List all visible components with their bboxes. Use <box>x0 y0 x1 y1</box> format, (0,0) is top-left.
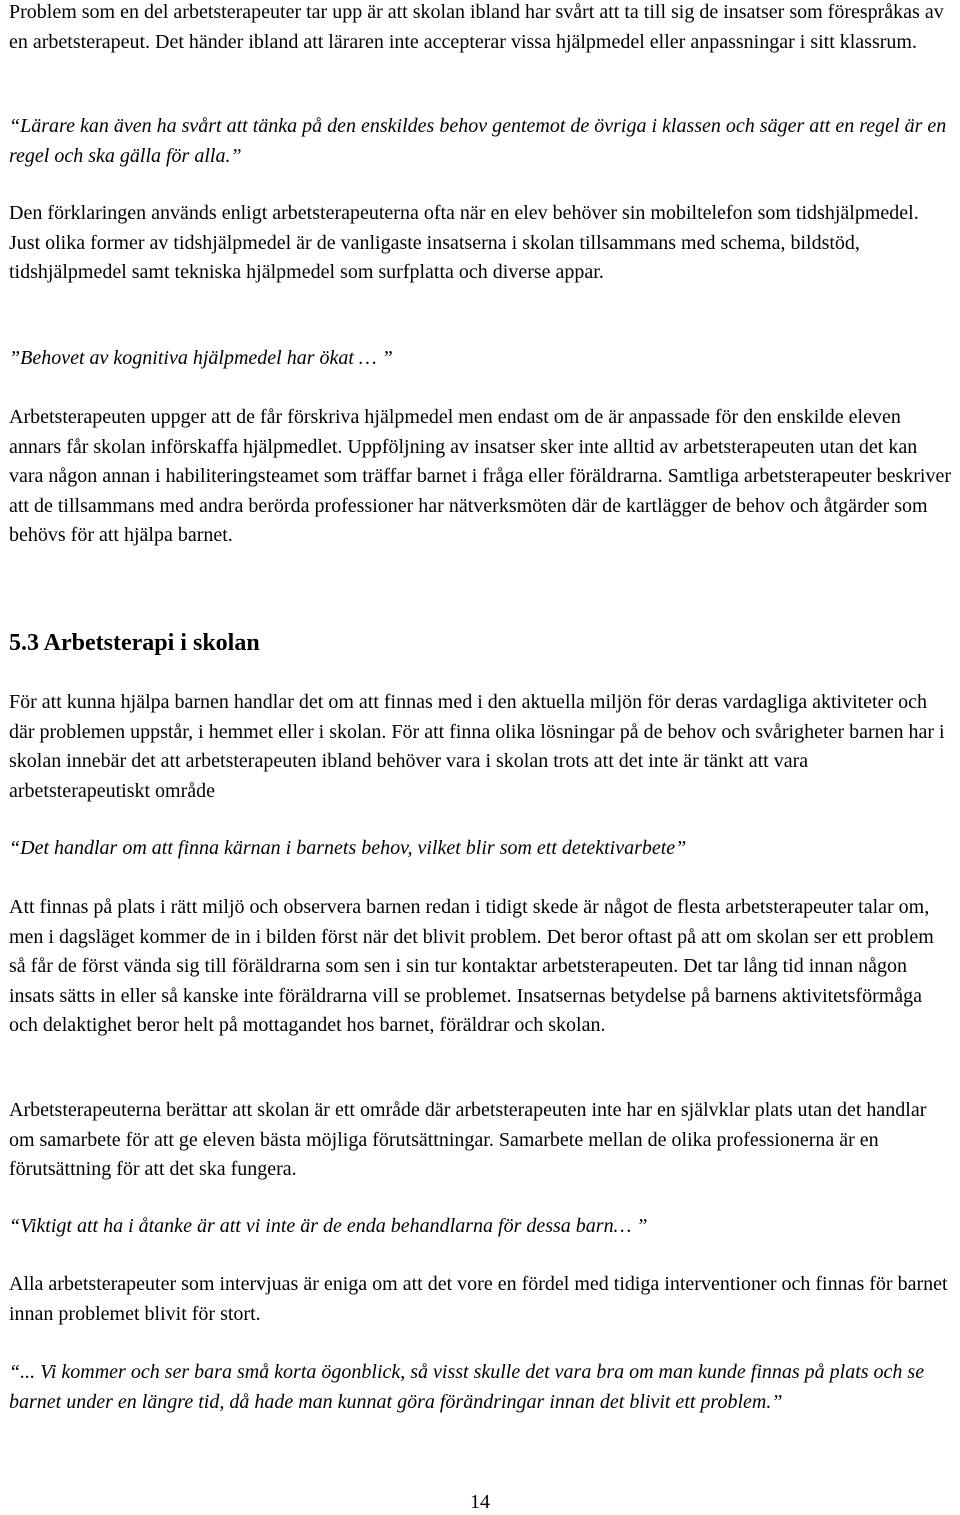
section-heading: 5.3 Arbetsterapi i skolan <box>9 630 260 656</box>
paragraph-kunna-hjalpa: För att kunna hjälpa barnen handlar det om att finnas med i den aktuella miljön för deras vardagliga aktiviteter och där problemen uppstår, i hemmet eller i skolan. För att finna olika lösningar på de behov och svårigheter barnen har i skolan innebär det att arbetsterapeuten ibland behöver vara i skolan trots att det inte är tänkt att vara arbetsterapeutiskt område <box>9 691 945 802</box>
paragraph-forklaringen: Den förklaringen används enligt arbetsterapeuterna ofta när en elev behöver sin mobiltelefon som tidshjälpmedel. Just olika former av tidshjälpmedel är de vanligaste insatserna i skolan tillsammans med schema, bildstöd, tidshjälpmedel samt tekniska hjälpmedel som surfplatta och diverse appar. <box>9 202 919 283</box>
paragraph-finnas-pa-plats: Att finnas på plats i rätt miljö och observera barnen redan i tidigt skede är något de flesta arbetsterapeuter talar om, men i dagsläget kommer de in i bilden först när det blivit problem. Det beror oftast på att om skolan ser ett problem så får de först vända sig till föräldrarna som sen i sin tur kontaktar arbetsterapeuten. Det tar lång tid innan någon insats sätts in eller så kanske inte föräldrarna vill se problemet. Insatsernas betydelse på barnens aktivitetsförmåga och delaktighet beror helt på mottagandet hos barnet, föräldrar och skolan. <box>9 896 934 1036</box>
paragraph-problem: Problem som en del arbetsterapeuter tar upp är att skolan ibland har svårt att ta till sig de insatser som förespråkas av en arbetsterapeut. Det händer ibland att läraren inte accepterar vissa hjälpmedel eller anpassningar i sitt klassrum. <box>9 1 944 53</box>
quote-korta-ogonblick: “... Vi kommer och ser bara små korta ögonblick, så visst skulle det vara bra om man kunde finnas på plats och se barnet under en längre tid, då hade man kunnat göra förändringar innan det blivit ett problem.” <box>9 1361 925 1413</box>
quote-larare: “Lärare kan även ha svårt att tänka på den enskildes behov gentemot de övriga i klassen och säger att en regel är en regel och ska gälla för alla.” <box>9 115 947 167</box>
quote-behovet: ”Behovet av kognitiva hjälpmedel har ökat … ” <box>9 347 393 369</box>
paragraph-arbetsterapeuten: Arbetsterapeuten uppger att de får förskriva hjälpmedel men endast om de är anpassade för den enskilde eleven annars får skolan införskaffa hjälpmedlet. Uppföljning av insatser sker inte alltid av arbetsterapeuten utan det kan vara någon annan i habiliteringsteamet som träffar barnet i fråga eller föräldrarna. Samtliga arbetsterapeuter beskriver att de tillsammans med andra berörda professioner har nätverksmöten där de kartlägger de behov och åtgärder som behövs för att hjälpa barnet. <box>9 406 951 546</box>
quote-detektivarbete: “Det handlar om att finna kärnan i barnets behov, vilket blir som ett detektivarbete” <box>9 837 687 859</box>
page-number: 14 <box>470 1491 490 1513</box>
paragraph-eniga: Alla arbetsterapeuter som intervjuas är eniga om att det vore en fördel med tidiga interventioner och finnas för barnet innan problemet blivit för stort. <box>9 1273 948 1325</box>
paragraph-samarbete: Arbetsterapeuterna berättar att skolan är ett område där arbetsterapeuten inte har en självklar plats utan det handlar om samarbete för att ge eleven bästa möjliga förutsättningar. Samarbete mellan de olika professionerna är en förutsättning för att det ska fungera. <box>9 1099 927 1180</box>
quote-viktigt: “Viktigt att ha i åtanke är att vi inte är de enda behandlarna för dessa barn… ” <box>9 1215 648 1237</box>
